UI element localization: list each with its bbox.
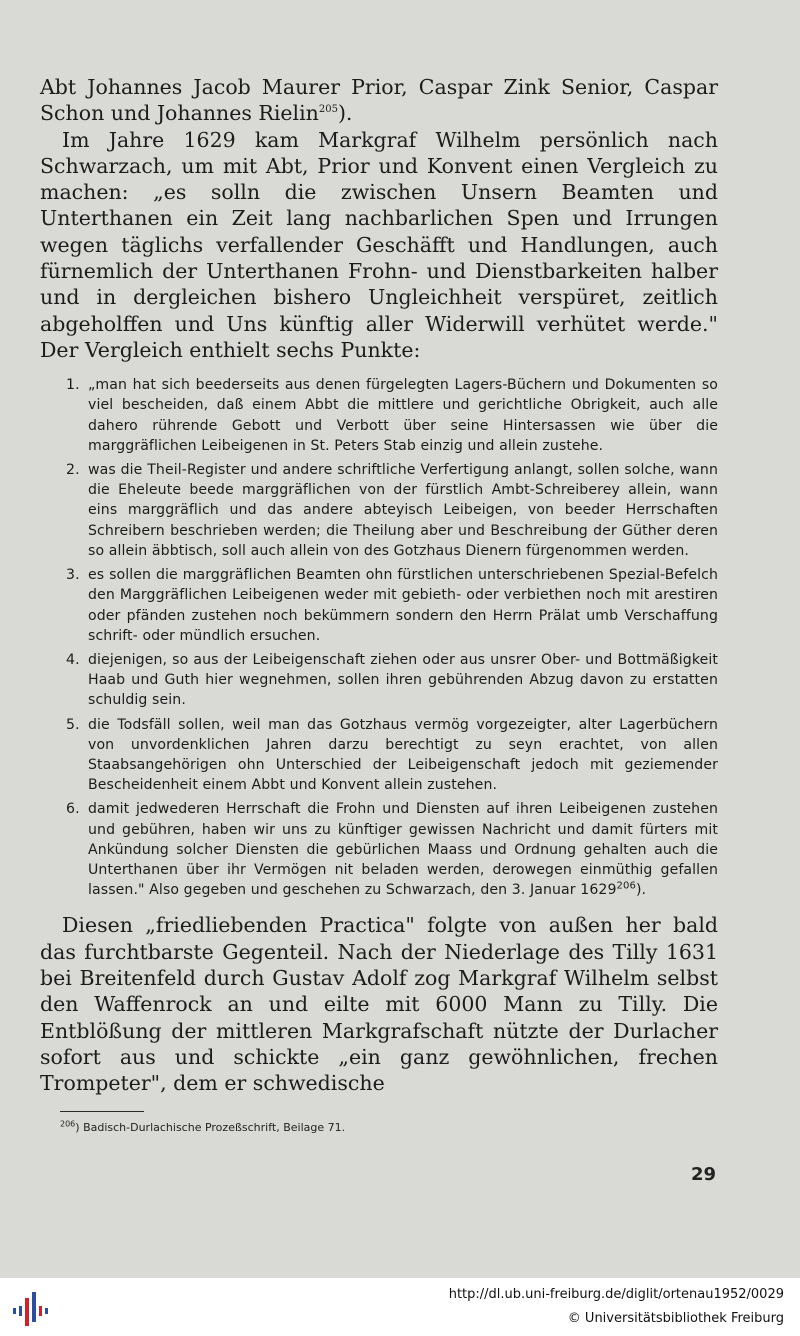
list-item-number: 2. [66,462,80,479]
footnote-ref-206: 206 [616,880,636,892]
footnote-text: ) Badisch-Durlachische Prozeßschrift, Beilage 71. [75,1121,346,1134]
list-item-number: 5. [66,716,80,733]
list-item [66,375,718,456]
list-item-number: 4. [66,651,80,668]
paragraph-1 [40,74,718,127]
list-item [66,799,718,900]
list-item-text: was die Theil-Register und andere schriftliche Verfertigung anlangt, sollen solche, wann die Eheleute beede marggräflichen von der fürstlich Ambt-Schreiberey allein, wann eins marggräflich und das andere abteyisch Leibeigen, von beeder Herrschaften Schreibern beschrieben werden; die Theilung aber und Beschreibung der Güther deren so allein äbbtisch, soll auch allein von des Gotzhaus Dienern fürgenommen werden. [88,462,718,559]
paragraph-1-tail: ). [337,101,353,126]
permalink-url[interactable]: http://dl.ub.uni-freiburg.de/diglit/ortenau1952/0029 [448,1287,784,1302]
paragraph-2: Im Jahre 1629 kam Markgraf Wilhelm persönlich nach Schwarzach, um mit Abt, Prior und Konvent einen Vergleich zu machen: „es solln die zwischen Unsern Beamten und Unterthanen ein Zeit lang nachbarlichen Spen und Irrungen wegen täglichs verfallender Geschäfft und Handlungen, auch fürnemlich der Unterthanen Frohn- und Dienstbarkeiten halber und in dergleichen bishero Ungleichheit verspüret, zeitlich abgeholffen und Uns künftig aller Widerwill verhütet werde." Der Vergleich enthielt sechs Punkte: [40,127,718,362]
footnote-ref-205: 205 [318,104,338,116]
list-item [66,650,718,711]
footnote-divider [60,1111,144,1112]
list-item-text: die Todsfäll sollen, weil man das Gotzhaus vermög vorgezeigter, alter Lagerbüchern von unvordenklichen Jahren darzu berechtigt zu seyn erachtet, von allen Staabsangehörigen ohn Unterschied der Leibeigenschaft jedoch mit geziemender Bescheidenheit einem Abbt und Konvent allein zustehen. [88,716,718,794]
list-item [66,715,718,796]
page-number: 29 [690,1164,716,1185]
list-item-text: damit jedwederen Herrschaft die Frohn und Diensten auf ihren Leibeigenen zustehen und gebühren, haben wir uns zu künftiger gewissen Nachricht und damit fürters mit Ankündung solcher Diensten die gebürlichen Maass und Ordnung gehalten auch die Unterthanen über ihr Vermögen nit beladen werden, derowegen einmüthig gefallen lassen." Also gegeben und geschehen zu Schwarzach, den 3. Januar 1629 [88,801,718,899]
paragraph-3: Diesen „friedliebenden Practica" folgte von außen her bald das furchtbarste Gegenteil. Nach der Niederlage des Tilly 1631 bei Breitenfeld durch Gustav Adolf zog Markgraf Wilhelm selbst den Waffenrock an und eilte mit 6000 Mann zu Tilly. Die Entblößung der mittleren Markgrafschaft nützte der Durlacher sofort aus und schickte „ein ganz gewöhnlichen, frechen Trompeter", dem er schwedische [40,913,718,1096]
library-footer [0,1278,800,1336]
list-item [66,565,718,646]
page-body [40,74,718,1096]
list-item-text: diejenigen, so aus der Leibeigenschaft ziehen oder aus unsrer Ober- und Bottmäßigkeit Haab und Guth hier wegnehmen, sollen ihren gebührenden Abzug davon zu erstatten schuldig sein. [88,651,718,709]
list-item-text: „man hat sich beederseits aus denen fürgelegten Lagers-Büchern und Dokumenten so viel bescheiden, daß einem Abbt die mittlere und gerichtliche Obrigkeit, auch alle dahero rührende Gebott und Verbott über seine Hintersassen wie über die marggräflichen Leibeigenen in St. Peters Stab einzig und allein zustehe. [88,377,718,454]
paragraph-1-text: Abt Johannes Jacob Maurer Prior, Caspar Zink Senior, Caspar Schon und Johannes Rielin [40,75,718,126]
agreement-points-list [40,375,718,900]
list-item-text: es sollen die marggräflichen Beamten ohn fürstlichen unterschriebenen Spezial-Befelch den Marggräflichen Leibeigenen weder mit gebieth- oder verbiethen noch mit arestiren oder pfänden zustehen noch bekümmern sondern den Herrn Prälat umb Verschaffung schrift- oder mündlich ersuchen. [88,567,718,644]
footnote [60,1121,345,1134]
library-logo-icon [12,1290,52,1328]
list-item-number: 3. [66,567,80,584]
list-item-number: 1. [66,377,80,394]
list-item-tail: ). [635,882,647,899]
list-item-number: 6. [66,801,80,818]
list-item [66,460,718,561]
copyright-notice: © Universitätsbibliothek Freiburg [567,1311,784,1326]
footnote-number: 206 [60,1119,76,1129]
